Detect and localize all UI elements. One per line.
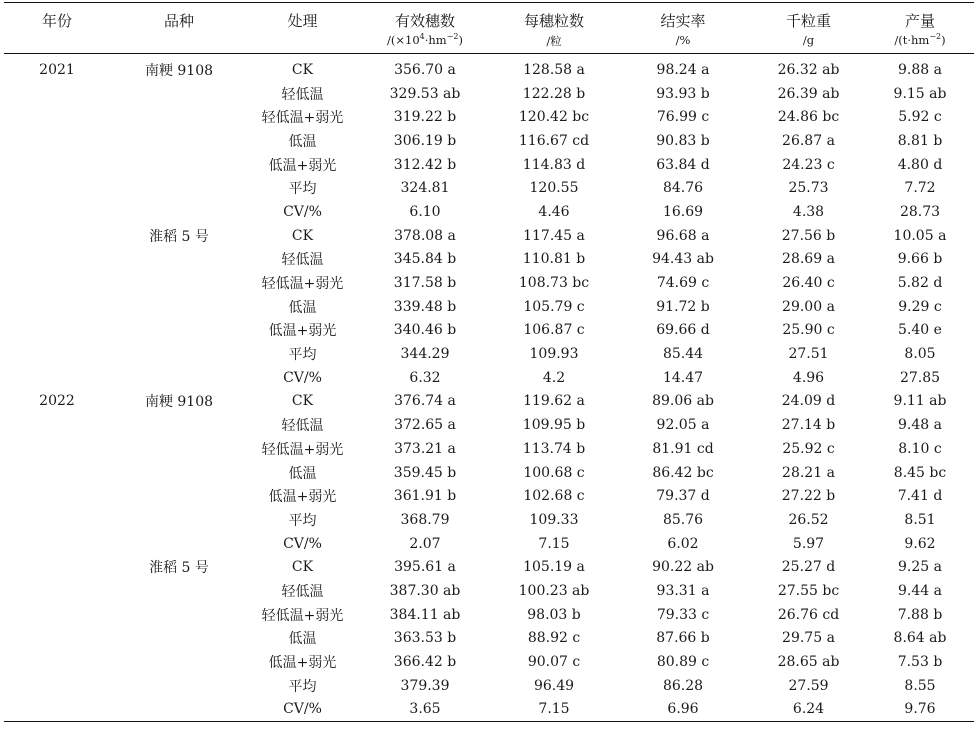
cell-setting: 90.83 b	[656, 132, 710, 149]
yield-unit-post: )	[941, 33, 946, 47]
cell-kgw: 27.22 b	[781, 488, 836, 505]
table-row	[4, 342, 974, 366]
cell-grains: 106.87 c	[523, 322, 585, 339]
cell-panicles: 319.22 b	[393, 109, 457, 126]
cell-kgw: 25.27 d	[781, 559, 836, 576]
header-yield: 产量	[866, 3, 974, 34]
header-grains-unit: /粒	[493, 33, 615, 54]
cell-treatment: 轻低温+弱光	[261, 276, 344, 293]
cell-panicles: 329.53 ab	[389, 85, 461, 102]
yield-unit-sup: −2	[929, 33, 942, 42]
table-row	[4, 698, 974, 722]
cell-setting: 91.72 b	[656, 298, 710, 315]
cell-setting: 76.99 c	[656, 109, 710, 126]
cell-treatment: 轻低温+弱光	[261, 607, 344, 624]
cell-panicles: 345.84 b	[393, 251, 457, 268]
cell-setting: 92.05 a	[656, 417, 710, 434]
cell-setting: 81.91 cd	[652, 440, 714, 457]
cell-treatment: 轻低温+弱光	[261, 441, 344, 458]
cell-year	[4, 627, 110, 651]
cell-year	[4, 555, 110, 579]
cell-year	[4, 224, 110, 248]
table-row	[4, 224, 974, 248]
cell-year	[4, 579, 110, 603]
cell-panicles: 6.32	[409, 369, 441, 386]
cell-setting: 85.44	[662, 346, 704, 363]
cell-grains: 122.28 b	[522, 85, 586, 102]
cell-setting: 87.66 b	[656, 630, 710, 647]
cell-grains: 100.23 ab	[518, 582, 590, 599]
cell-setting: 86.28	[662, 677, 704, 694]
cell-year	[4, 437, 110, 461]
panicles-unit-pre: /(×10	[387, 33, 420, 47]
cell-grains: 117.45 a	[523, 227, 585, 244]
cell-treatment: 轻低温+弱光	[261, 110, 344, 127]
cell-variety	[110, 342, 248, 366]
cell-grains: 4.2	[542, 369, 566, 386]
yield-components-table	[4, 2, 974, 722]
cell-year	[4, 366, 110, 390]
cell-treatment: 轻低温	[281, 583, 324, 600]
cell-variety	[110, 248, 248, 272]
cell-yield: 8.05	[904, 346, 936, 363]
cell-year	[4, 129, 110, 153]
cell-yield: 5.92 c	[898, 109, 942, 126]
cell-yield: 9.76	[866, 698, 974, 722]
cell-yield: 8.55	[904, 677, 936, 694]
cell-year	[4, 342, 110, 366]
cell-variety: 南粳 9108	[144, 62, 214, 79]
cell-treatment: 轻低温	[281, 252, 324, 269]
cell-yield: 4.80 d	[897, 156, 943, 173]
cell-panicles: 395.61 a	[394, 559, 456, 576]
cell-variety	[110, 129, 248, 153]
cell-variety	[110, 176, 248, 200]
cell-yield: 9.88 a	[898, 61, 942, 78]
cell-treatment: CV/%	[283, 369, 322, 386]
cell-variety	[110, 319, 248, 343]
header-row-units	[4, 33, 974, 54]
cell-yield: 7.41 d	[897, 488, 943, 505]
cell-year	[4, 484, 110, 508]
table-row	[4, 484, 974, 508]
cell-grains: 113.74 b	[522, 440, 586, 457]
cell-panicles: 378.08 a	[394, 227, 456, 244]
cell-treatment: 平均	[288, 512, 317, 529]
cell-grains: 128.58 a	[523, 61, 585, 78]
cell-setting: 96.68 a	[656, 227, 710, 244]
cell-treatment: 平均	[288, 181, 317, 198]
cell-treatment: 轻低温	[281, 418, 324, 435]
cell-yield: 5.40 e	[898, 322, 942, 339]
cell-year	[4, 674, 110, 698]
cell-variety	[110, 153, 248, 177]
cell-panicles: 368.79	[400, 511, 450, 528]
table-row	[4, 82, 974, 106]
cell-panicles: 373.21 a	[394, 440, 456, 457]
table-row	[4, 366, 974, 390]
header-setting-unit: /%	[615, 33, 751, 54]
cell-panicles: 387.30 ab	[389, 582, 461, 599]
cell-grains: 116.67 cd	[518, 132, 590, 149]
cell-variety	[110, 650, 248, 674]
cell-yield: 9.66 b	[897, 251, 943, 268]
cell-kgw: 27.56 b	[781, 227, 836, 244]
cell-year	[4, 319, 110, 343]
cell-treatment: 低温	[288, 631, 317, 648]
cell-year	[4, 532, 110, 556]
cell-year	[4, 82, 110, 106]
cell-panicles: 361.91 b	[393, 488, 457, 505]
cell-kgw: 27.14 b	[781, 417, 836, 434]
cell-setting: 94.43 ab	[652, 251, 714, 268]
table-row	[4, 105, 974, 129]
cell-setting: 86.42 bc	[652, 464, 714, 481]
cell-variety: 南粳 9108	[144, 394, 214, 411]
cell-year: 2022	[39, 393, 75, 410]
table-body	[4, 54, 974, 722]
cell-kgw: 4.38	[792, 203, 825, 220]
panicles-unit-mid: ·hm	[424, 33, 447, 47]
cell-treatment: 低温+弱光	[268, 655, 337, 672]
cell-panicles: 312.42 b	[393, 156, 457, 173]
table-row	[4, 271, 974, 295]
cell-panicles: 344.29	[400, 346, 450, 363]
cell-setting: 14.47	[662, 369, 704, 386]
cell-setting: 69.66 d	[656, 322, 710, 339]
cell-variety	[110, 82, 248, 106]
cell-yield: 10.05 a	[893, 227, 947, 244]
cell-year	[4, 295, 110, 319]
cell-grains: 105.19 a	[523, 559, 585, 576]
cell-kgw: 29.00 a	[782, 298, 835, 315]
table-row	[4, 390, 974, 414]
cell-yield: 7.72	[904, 180, 936, 197]
cell-treatment: 轻低温	[281, 86, 324, 103]
cell-setting: 79.37 d	[656, 488, 710, 505]
cell-yield: 8.45 bc	[893, 464, 947, 481]
cell-setting: 6.96	[615, 698, 751, 722]
cell-year	[4, 413, 110, 437]
cell-panicles: 339.48 b	[393, 298, 457, 315]
cell-treatment: 低温+弱光	[268, 323, 337, 340]
cell-grains: 98.03 b	[527, 606, 581, 623]
cell-setting: 74.69 c	[656, 275, 710, 292]
table-row	[4, 437, 974, 461]
cell-yield: 7.88 b	[897, 606, 943, 623]
cell-setting: 90.22 ab	[652, 559, 714, 576]
table-row	[4, 674, 974, 698]
cell-yield: 9.62	[904, 535, 936, 552]
cell-setting: 79.33 c	[656, 606, 710, 623]
cell-kgw: 25.92 c	[782, 440, 835, 457]
cell-yield: 8.64 ab	[893, 630, 947, 647]
cell-panicles: 3.65	[357, 698, 493, 722]
cell-grains: 88.92 c	[527, 630, 581, 647]
cell-setting: 93.31 a	[656, 582, 710, 599]
cell-kgw: 26.39 ab	[777, 85, 840, 102]
cell-variety	[110, 674, 248, 698]
cell-grains: 7.15	[538, 535, 570, 552]
cell-year	[4, 153, 110, 177]
header-kgw: 千粒重	[751, 3, 866, 34]
cell-yield: 9.29 c	[898, 298, 942, 315]
cell-panicles: 379.39	[400, 677, 450, 694]
table-row	[4, 413, 974, 437]
cell-kgw: 4.96	[792, 369, 825, 386]
cell-setting: 93.93 b	[656, 85, 710, 102]
cell-grains: 4.46	[538, 203, 570, 220]
cell-panicles: 306.19 b	[393, 132, 457, 149]
cell-grains: 110.81 b	[522, 251, 586, 268]
cell-grains: 109.33	[529, 511, 579, 528]
cell-kgw: 26.76 cd	[777, 606, 840, 623]
cell-grains: 114.83 d	[522, 156, 586, 173]
header-year-unit	[4, 33, 110, 54]
cell-variety	[110, 627, 248, 651]
cell-treatment: CV/%	[283, 535, 322, 552]
cell-grains: 100.68 c	[523, 464, 585, 481]
cell-grains: 105.79 c	[523, 298, 585, 315]
cell-variety	[110, 698, 248, 722]
panicles-unit-sup: 4	[419, 33, 425, 42]
cell-setting: 80.89 c	[656, 654, 710, 671]
cell-treatment: 低温	[288, 465, 317, 482]
cell-variety	[110, 295, 248, 319]
cell-treatment: CK	[291, 393, 314, 410]
table-row	[4, 532, 974, 556]
cell-yield: 5.82 d	[897, 275, 943, 292]
cell-variety	[110, 271, 248, 295]
cell-panicles: 363.53 b	[393, 630, 457, 647]
cell-panicles: 359.45 b	[393, 464, 457, 481]
cell-treatment: CV/%	[248, 698, 357, 722]
cell-setting: 89.06 ab	[652, 393, 714, 410]
cell-setting: 98.24 a	[656, 61, 710, 78]
cell-grains: 120.42 bc	[518, 109, 590, 126]
cell-setting: 85.76	[662, 511, 704, 528]
cell-grains: 120.55	[529, 180, 579, 197]
header-panicles-unit	[357, 33, 493, 54]
cell-treatment: CV/%	[283, 203, 322, 220]
header-variety-unit	[110, 33, 248, 54]
table-row	[4, 248, 974, 272]
cell-yield: 8.51	[904, 511, 936, 528]
cell-variety	[110, 579, 248, 603]
cell-treatment: 低温	[288, 299, 317, 316]
cell-treatment: 低温+弱光	[268, 489, 337, 506]
cell-grains: 96.49	[533, 677, 575, 694]
cell-variety: 淮稻 5 号	[149, 228, 209, 245]
header-yield-unit	[866, 33, 974, 54]
table-header	[4, 3, 974, 54]
cell-kgw: 29.75 a	[782, 630, 835, 647]
cell-treatment: 低温+弱光	[268, 157, 337, 174]
cell-variety	[110, 413, 248, 437]
cell-panicles: 372.65 a	[394, 417, 456, 434]
cell-setting: 84.76	[662, 180, 704, 197]
cell-panicles: 324.81	[400, 180, 450, 197]
table-row	[4, 319, 974, 343]
cell-treatment: CK	[291, 61, 314, 78]
table-row	[4, 129, 974, 153]
cell-grains: 7.15	[493, 698, 615, 722]
cell-year	[4, 248, 110, 272]
cell-kgw: 28.21 a	[782, 464, 835, 481]
cell-setting: 6.02	[667, 535, 699, 552]
cell-yield: 9.11 ab	[893, 393, 947, 410]
cell-yield: 9.15 ab	[893, 85, 947, 102]
cell-panicles: 317.58 b	[393, 275, 457, 292]
cell-yield: 28.73	[899, 203, 941, 220]
header-row-names	[4, 3, 974, 34]
cell-kgw: 24.23 c	[782, 156, 835, 173]
header-treatment-unit	[248, 33, 357, 54]
cell-yield: 9.44 a	[898, 582, 942, 599]
cell-year	[4, 271, 110, 295]
cell-grains: 109.95 b	[522, 417, 586, 434]
header-variety: 品种	[110, 3, 248, 34]
cell-variety: 淮稻 5 号	[149, 560, 209, 577]
table-row	[4, 176, 974, 200]
header-setting: 结实率	[615, 3, 751, 34]
cell-variety	[110, 366, 248, 390]
cell-kgw: 27.55 bc	[777, 582, 840, 599]
cell-variety	[110, 200, 248, 224]
cell-kgw: 26.87 a	[782, 132, 835, 149]
cell-year	[4, 200, 110, 224]
cell-year	[4, 461, 110, 485]
cell-grains: 90.07 c	[527, 654, 581, 671]
cell-variety	[110, 437, 248, 461]
cell-kgw: 27.59	[788, 677, 829, 694]
cell-year	[4, 508, 110, 532]
header-grains: 每穗粒数	[493, 3, 615, 34]
panicles-unit-sup2: −2	[446, 33, 459, 42]
cell-kgw: 26.32 ab	[777, 61, 840, 78]
table-row	[4, 579, 974, 603]
table-row	[4, 627, 974, 651]
cell-variety	[110, 484, 248, 508]
cell-year	[4, 650, 110, 674]
cell-kgw: 6.24	[751, 698, 866, 722]
cell-year: 2021	[39, 61, 75, 78]
cell-yield: 9.48 a	[898, 417, 942, 434]
cell-year	[4, 176, 110, 200]
cell-treatment: CK	[291, 559, 314, 576]
yield-unit-pre: /(t·hm	[894, 33, 930, 47]
cell-kgw: 26.40 c	[782, 275, 835, 292]
cell-kgw: 27.51	[788, 346, 829, 363]
cell-kgw: 24.09 d	[781, 393, 836, 410]
cell-grains: 108.73 bc	[518, 275, 590, 292]
cell-setting: 16.69	[662, 203, 704, 220]
cell-yield: 27.85	[899, 369, 941, 386]
cell-panicles: 376.74 a	[394, 393, 456, 410]
cell-variety	[110, 105, 248, 129]
header-treatment: 处理	[248, 3, 357, 34]
cell-panicles: 6.10	[409, 203, 441, 220]
cell-panicles: 356.70 a	[394, 61, 456, 78]
table-row	[4, 603, 974, 627]
cell-grains: 102.68 c	[523, 488, 585, 505]
table-row	[4, 54, 974, 82]
cell-kgw: 26.52	[788, 511, 829, 528]
cell-treatment: CK	[291, 227, 314, 244]
header-kgw-unit: /g	[751, 33, 866, 54]
table-row	[4, 508, 974, 532]
cell-panicles: 2.07	[409, 535, 441, 552]
table-row	[4, 153, 974, 177]
cell-kgw: 25.73	[788, 180, 829, 197]
cell-grains: 109.93	[529, 346, 579, 363]
cell-panicles: 366.42 b	[393, 654, 457, 671]
cell-kgw: 5.97	[792, 535, 825, 552]
panicles-unit-post: )	[458, 33, 463, 47]
header-year: 年份	[4, 3, 110, 34]
cell-variety	[110, 508, 248, 532]
cell-panicles: 340.46 b	[393, 322, 457, 339]
cell-yield: 7.53 b	[897, 654, 943, 671]
cell-kgw: 28.65 ab	[777, 654, 840, 671]
table-row	[4, 461, 974, 485]
cell-yield: 9.25 a	[898, 559, 942, 576]
table-row	[4, 650, 974, 674]
cell-grains: 119.62 a	[523, 393, 585, 410]
cell-year	[4, 603, 110, 627]
cell-year	[4, 698, 110, 722]
cell-yield: 8.81 b	[897, 132, 943, 149]
cell-variety	[110, 461, 248, 485]
cell-kgw: 28.69 a	[782, 251, 835, 268]
cell-variety	[110, 603, 248, 627]
cell-year	[4, 105, 110, 129]
cell-treatment: 平均	[288, 678, 317, 695]
cell-yield: 8.10 c	[898, 440, 942, 457]
cell-setting: 63.84 d	[656, 156, 710, 173]
cell-kgw: 24.86 bc	[777, 109, 840, 126]
cell-kgw: 25.90 c	[782, 322, 835, 339]
table-row	[4, 295, 974, 319]
cell-variety	[110, 532, 248, 556]
table-row	[4, 555, 974, 579]
cell-panicles: 384.11 ab	[389, 606, 461, 623]
table-row	[4, 200, 974, 224]
cell-treatment: 平均	[288, 347, 317, 364]
cell-treatment: 低温	[288, 133, 317, 150]
header-panicles: 有效穗数	[357, 3, 493, 34]
